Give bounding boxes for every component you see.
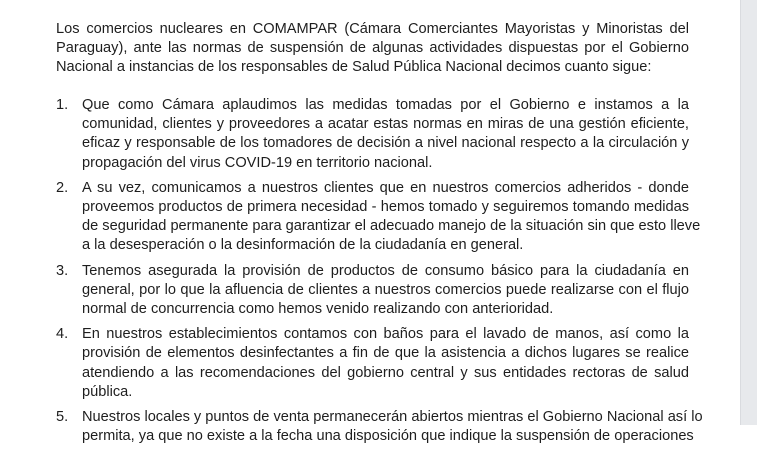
list-item-line: Que como Cámara aplaudimos las medidas tomadas por el Gobierno e instamos a la <box>82 97 689 113</box>
list-item-number: 3. <box>56 262 69 279</box>
intro-line: Nacional a instancias de los responsables de Salud Pública Nacional decimos cuanto sigue: <box>56 59 652 76</box>
list-item-line: pública. <box>82 383 133 400</box>
intro-line: Paraguay), ante las normas de suspensión de algunas actividades dispuestas por el Gobierno <box>56 40 689 57</box>
list-item-number: 5. <box>56 409 69 426</box>
list-item-line: provisión de elementos desinfectantes a fin de que la asistencia a dichos lugares se realice <box>82 345 689 362</box>
list-item-line: normal de concurrencia como hemos venido realizando con anterioridad. <box>82 301 554 318</box>
list-item-line: comunidad, clientes y proveedores a acatar estas normas en miras de una gestión eficiente, <box>82 116 689 133</box>
list-item-line: Tenemos asegurada la provisión de productos de consumo básico para la ciudadanía en <box>82 262 689 279</box>
list-item-line: proveemos productos de primera necesidad - hemos tomado y seguiremos tomando medidas <box>82 199 689 216</box>
list-item-line: general, por lo que la afluencia de clientes a nuestros comercios puede realizarse con el flujo <box>82 281 689 298</box>
numbered-list <box>56 96 703 452</box>
list-item-number: 2. <box>56 179 69 196</box>
list-item-number: 1. <box>56 97 69 113</box>
list-item-line: A su vez, comunicamos a nuestros clientes que en nuestros comercios adheridos - donde <box>82 179 689 196</box>
list-item-4 <box>56 325 689 402</box>
list-item-line: atendiendo a las recomendaciones del gobierno central y sus entidades rectoras de salud <box>82 364 689 381</box>
list-item-line: Nuestros locales y puntos de venta permanecerán abiertos mientras el Gobierno Nacional así lo <box>82 409 703 426</box>
list-item-line: propagación del virus COVID-19 en territorio nacional. <box>82 154 433 171</box>
list-item-line: eficaz y responsable de los tomadores de decisión a nivel nacional respecto a la circulación y <box>82 135 689 152</box>
intro-line: Los comercios nucleares en COMAMPAR (Cámara Comerciantes Mayoristas y Minoristas del <box>56 21 689 37</box>
list-item-line: En nuestros establecimientos contamos con baños para el lavado de manos, así como la <box>82 326 689 343</box>
list-item-number: 4. <box>56 326 69 343</box>
list-item-2 <box>56 179 701 256</box>
list-item-3 <box>56 262 689 320</box>
intro-paragraph <box>56 20 689 78</box>
list-item-1 <box>56 96 689 173</box>
list-item-line: de seguridad permanente para garantizar el adecuado manejo de la situación sin que esto lleve <box>82 218 701 235</box>
list-item-5 <box>56 408 703 446</box>
list-item-line: permita, ya que no existe a la fecha una disposición que indique la suspensión de operaciones <box>82 428 694 445</box>
viewer-side-margin <box>740 0 757 425</box>
list-item-line: a la desesperación o la desinformación de la ciudadanía en general. <box>82 237 524 254</box>
